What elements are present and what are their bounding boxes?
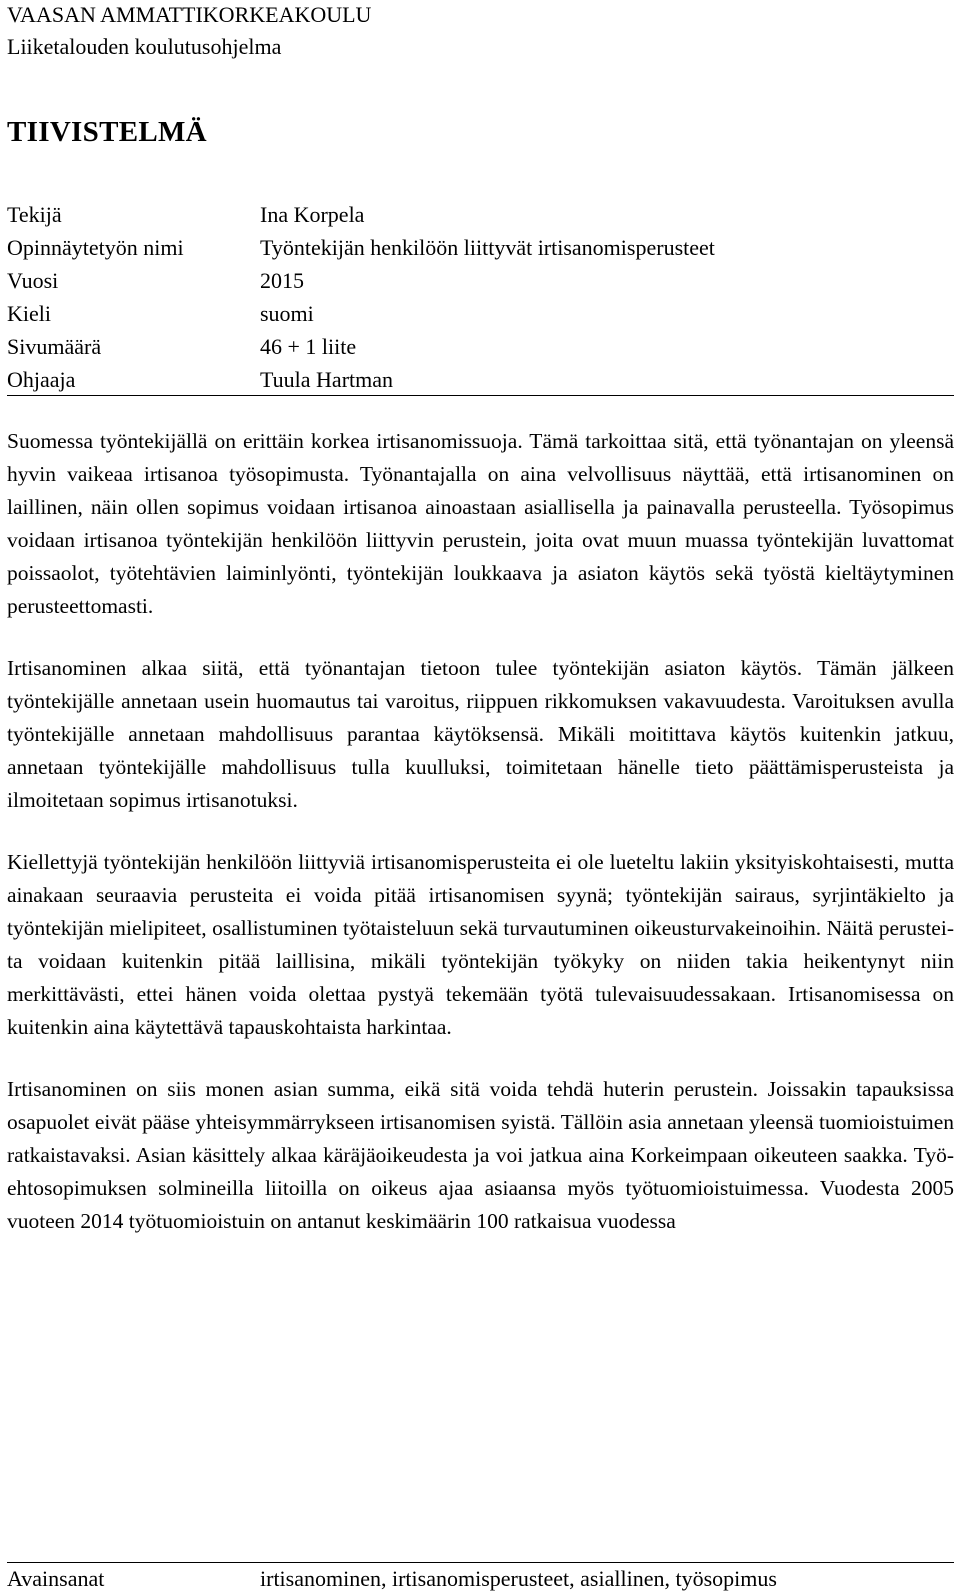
abstract-paragraph: Irtisanominen alkaa siitä, että työnantajan tietoon tulee työntekijän asiaton käytös. Tämän jälkeen työntekijälle annetaan usein huomautus tai varoitus, riippuen rikkomuksen vakavuudesta. Varoituksen avulla työntekijälle annetaan mahdollisuus parantaa käytöksensä. Mikäli moitittava käytös kuitenkin jatkuu, annetaan työntekijälle mahdollisuus tulla kuulluksi, toimitetaan hänelle tieto päättämisperusteista ja ilmoitetaan sopimus irtisanotuksi. (7, 656, 954, 812)
institution-name: VAASAN AMMATTIKORKEAKOULU (7, 2, 372, 27)
meta-label: Sivumäärä (7, 334, 102, 359)
abstract-paragraph: Kiellettyjä työntekijän henkilöön liittyviä irtisanomisperusteita ei ole lueteltu lakiin yksityiskohtaisesti, mutta ainakaan seuraavia perusteita ei voida pitää irtisanomisen syynä; työntekijän sairaus, syrjintäkielto ja työntekijän mielipiteet, osallistuminen työtaisteluun sekä turvautuminen oikeusturvakeinoihin. Näitä perusteita voidaan kuitenkin pitää laillisina, mikäli työntekijän työkyky on niiden takia heikentynyt niin merkittävästi, ettei hänen voida olettaa pystyä tekemään työtä tulevaisuudessakaan. Irtisanomisessa on kuitenkin aina käytettävä tapauskohtaista harkintaa. (7, 850, 954, 1039)
abstract-paragraph: Suomessa työntekijällä on erittäin korkea irtisanomissuoja. Tämä tarkoittaa sitä, että työnantajan on yleensä hyvin vaikeaa irtisanoa työsopimusta. Työnantajalla on aina velvollisuus näyttää, että irtisanominen on laillinen, näin ollen sopimus voidaan irtisanoa ainoastaan asiallisella ja painavalla perusteella. Työsopimus voidaan irtisanoa työntekijän henkilöön liittyvin perustein, joita ovat muun muassa työntekijän luvattomat poissaolot, työtehtävien laiminlyönti, työntekijän loukkaava ja asiaton käytös sekä työstä kieltäytyminen perusteettomasti. (7, 429, 954, 618)
meta-label: Opinnäytetyön nimi (7, 235, 184, 260)
meta-value: Ina Korpela (260, 202, 365, 227)
meta-value: suomi (260, 301, 314, 326)
meta-label: Vuosi (7, 268, 59, 293)
abstract-paragraph: Irtisanominen on siis monen asian summa, eikä sitä voida tehdä huterin perustein. Joissakin tapauksissa osapuolet eivät pääse yhteisymmärrykseen irtisanomisen syistä. Tällöin asia annetaan yleensä tuomioistuimen ratkaistavaksi. Asian käsittely alkaa käräjäoikeudesta ja voi jatkua aina Korkeimpaan oikeuteen saakka. Työehtosopimuksen solmineilla liitoilla on oikeus ajaa asiaansa myös työtuomioistuimessa. Vuodesta 2005 vuoteen 2014 työtuomioistuin on antanut keskimäärin 100 ratkaisua vuodessa (7, 1077, 954, 1233)
divider-top (7, 395, 954, 396)
page-title: TIIVISTELMÄ (7, 116, 207, 148)
keywords-row (7, 1564, 954, 1594)
meta-label: Kieli (7, 301, 51, 326)
meta-value: Tuula Hartman (260, 367, 394, 392)
keywords-value: irtisanominen, irtisanomisperusteet, asiallinen, työsopimus (260, 1566, 777, 1591)
meta-label: Tekijä (7, 202, 62, 227)
meta-row-author (7, 198, 954, 231)
meta-row-title (7, 231, 954, 264)
meta-label: Ohjaaja (7, 367, 76, 392)
divider-bottom (7, 1562, 954, 1563)
meta-row-pages (7, 330, 954, 363)
meta-row-supervisor (7, 363, 954, 396)
metadata-table (7, 198, 954, 396)
meta-row-year (7, 264, 954, 297)
meta-row-language (7, 297, 954, 330)
program-name: Liiketalouden koulutusohjelma (7, 34, 282, 59)
abstract-body (7, 425, 954, 1267)
meta-value: Työntekijän henkilöön liittyvät irtisanomisperusteet (260, 235, 715, 260)
meta-value: 46 + 1 liite (260, 334, 357, 359)
keywords-label: Avainsanat (7, 1566, 105, 1591)
meta-value: 2015 (260, 268, 304, 293)
